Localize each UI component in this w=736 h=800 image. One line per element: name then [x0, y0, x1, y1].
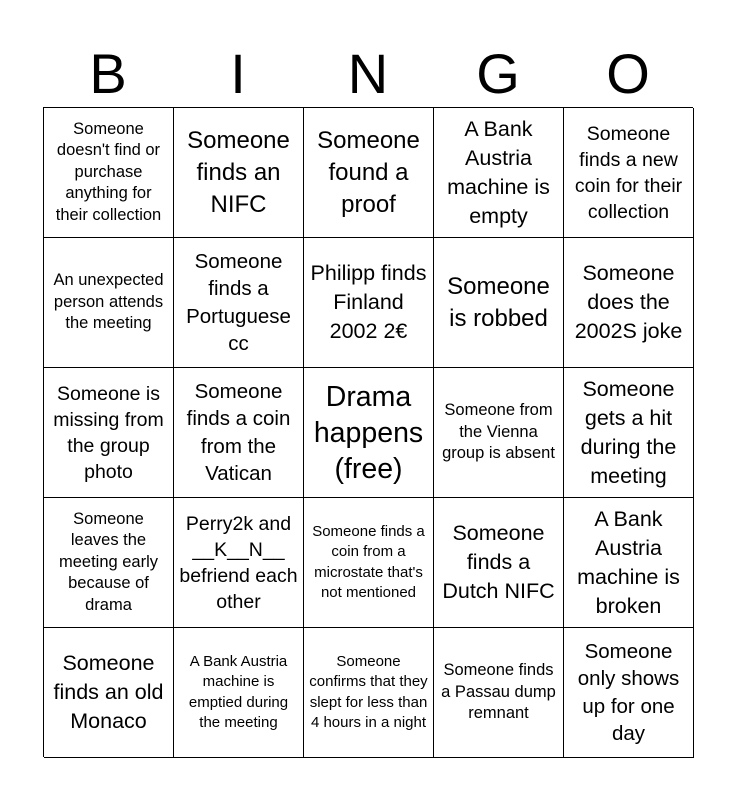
cell-text: Someone finds a Portuguese cc: [186, 249, 291, 355]
cell-text: Philipp finds Finland 2002 2€: [310, 261, 427, 343]
bingo-cell-r5c4[interactable]: [434, 628, 564, 758]
bingo-cell-r3c1[interactable]: [44, 368, 174, 498]
bingo-header: [43, 40, 693, 108]
bingo-cell-r3c5[interactable]: [564, 368, 694, 498]
cell-text: Someone only shows up for one day: [577, 639, 680, 745]
bingo-cell-r2c1[interactable]: [44, 238, 174, 368]
bingo-cell-r5c2[interactable]: [174, 628, 304, 758]
cell-text: Someone finds a Passau dump remnant: [441, 661, 556, 723]
header-letter-g: G: [476, 42, 520, 105]
cell-text: Someone finds a Dutch NIFC: [442, 521, 555, 603]
cell-text: Someone leaves the meeting early because of drama: [58, 509, 159, 614]
bingo-cell-r4c3[interactable]: [304, 498, 434, 628]
bingo-cell-r1c5[interactable]: [564, 108, 694, 238]
cell-text: Someone gets a hit during the meeting: [580, 376, 677, 488]
bingo-cell-r5c3[interactable]: [304, 628, 434, 758]
cell-text: Someone finds a new coin for their collection: [574, 122, 683, 223]
cell-text: Someone is missing from the group photo: [53, 382, 164, 483]
cell-text: A Bank Austria machine is emptied during the meeting: [188, 652, 289, 731]
cell-text: Someone found a proof: [317, 126, 420, 218]
bingo-board: [43, 107, 693, 757]
bingo-cell-r1c2[interactable]: [174, 108, 304, 238]
header-letter-i: I: [230, 42, 246, 105]
cell-text: Someone finds a coin from a microstate that's not mentioned: [312, 522, 425, 601]
header-letter-n: N: [347, 42, 389, 105]
cell-text: A Bank Austria machine is empty: [447, 116, 550, 228]
cell-text: Someone doesn't find or purchase anything for their collection: [55, 119, 162, 224]
bingo-cell-r4c5[interactable]: [564, 498, 694, 628]
bingo-cell-r3c4[interactable]: [434, 368, 564, 498]
cell-text: An unexpected person attends the meeting: [53, 271, 164, 333]
header-letter-o: O: [606, 42, 650, 105]
cell-text: Someone finds an old Monaco: [53, 651, 164, 733]
bingo-cell-r5c1[interactable]: [44, 628, 174, 758]
bingo-cell-r5c5[interactable]: [564, 628, 694, 758]
cell-text: Perry2k and __K__N__ befriend each other: [179, 512, 298, 613]
cell-text: A Bank Austria machine is broken: [577, 506, 680, 618]
bingo-cell-r4c1[interactable]: [44, 498, 174, 628]
cell-text: Someone finds a coin from the Vatican: [186, 379, 291, 485]
bingo-cell-r4c2[interactable]: [174, 498, 304, 628]
header-letter-b: B: [89, 42, 127, 105]
bingo-cell-r1c4[interactable]: [434, 108, 564, 238]
cell-text: Someone finds an NIFC: [187, 126, 290, 218]
cell-text: Someone does the 2002S joke: [574, 261, 683, 343]
bingo-cell-r2c4[interactable]: [434, 238, 564, 368]
bingo-cell-r3c2[interactable]: [174, 368, 304, 498]
bingo-cell-r1c3[interactable]: [304, 108, 434, 238]
bingo-cell-r2c5[interactable]: [564, 238, 694, 368]
bingo-cell-r2c2[interactable]: [174, 238, 304, 368]
cell-text: Someone confirms that they slept for less than 4 hours in a night: [309, 652, 428, 731]
cell-text: Someone is robbed: [447, 272, 550, 332]
bingo-cell-free[interactable]: [304, 368, 434, 498]
bingo-cell-r4c4[interactable]: [434, 498, 564, 628]
cell-text: Drama happens (free): [313, 380, 424, 485]
bingo-cell-r2c3[interactable]: [304, 238, 434, 368]
cell-text: Someone from the Vienna group is absent: [442, 401, 555, 463]
bingo-cell-r1c1[interactable]: [44, 108, 174, 238]
